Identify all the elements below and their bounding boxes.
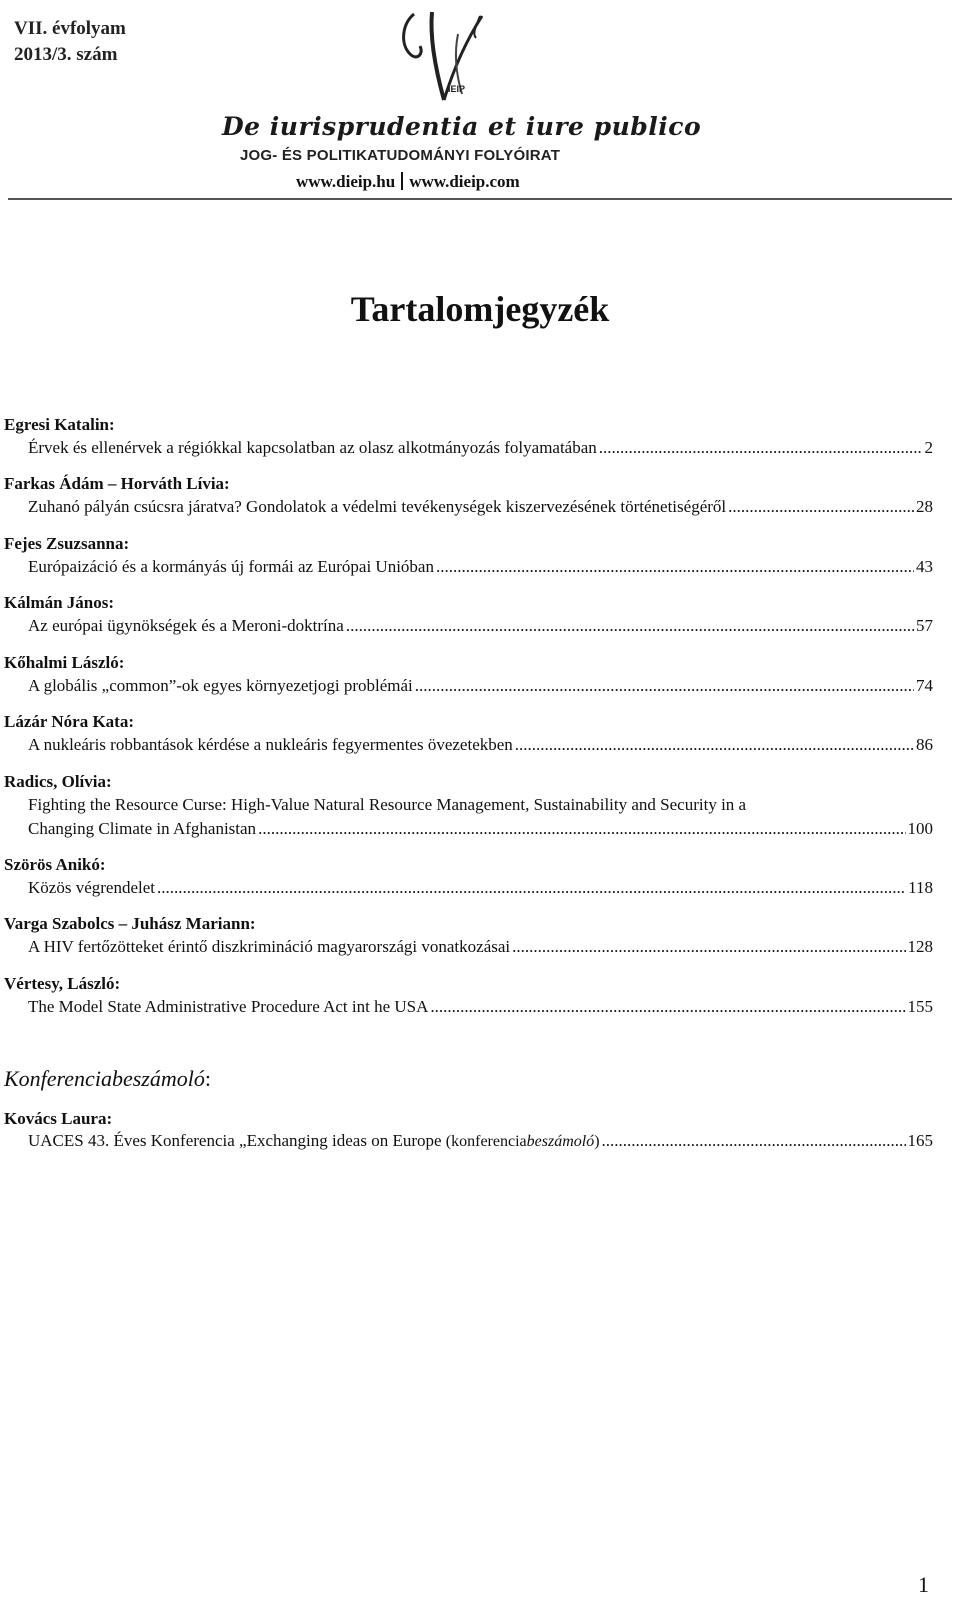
dot-leader bbox=[346, 616, 914, 636]
toc-author: Fejes Zsuzsanna: bbox=[4, 534, 130, 553]
toc-entry-page: 86 bbox=[916, 735, 933, 754]
toc-entry[interactable] bbox=[28, 616, 933, 636]
dot-leader bbox=[258, 819, 905, 839]
toc-entry-page: 118 bbox=[908, 878, 933, 897]
toc-entry-title-paren bbox=[446, 1133, 600, 1150]
toc-entry-page: 2 bbox=[924, 438, 933, 457]
toc-entry-page: 74 bbox=[916, 676, 933, 695]
toc-author: Farkas Ádám – Horváth Lívia: bbox=[4, 474, 230, 493]
toc-author: Radics, Olívia: bbox=[4, 772, 112, 791]
dot-leader bbox=[157, 878, 906, 898]
dot-leader bbox=[512, 937, 905, 957]
toc-title: Tartalomjegyzék bbox=[350, 289, 610, 329]
journal-logo bbox=[392, 4, 507, 110]
dot-leader bbox=[599, 438, 923, 458]
dot-leader bbox=[602, 1131, 906, 1151]
paren-italic: beszámoló bbox=[526, 1133, 595, 1150]
toc-entry[interactable] bbox=[28, 937, 933, 957]
section-heading bbox=[4, 1066, 211, 1092]
issue-info bbox=[14, 16, 126, 68]
paren-close: ) bbox=[594, 1133, 600, 1150]
section-heading-text: Konferenciabeszámoló bbox=[4, 1066, 205, 1091]
toc-entry-title: Érvek és ellenérvek a régiókkal kapcsolatban az olasz alkotmányozás folyamatában bbox=[28, 438, 597, 457]
toc-entry[interactable] bbox=[28, 676, 933, 696]
volume-label: VII. évfolyam bbox=[14, 18, 126, 39]
toc-entry-title-line1[interactable]: Fighting the Resource Curse: High-Value Natural Resource Management, Sustainability and Security in a bbox=[28, 795, 747, 814]
toc-entry-title: Az európai ügynökségek és a Meroni-doktrína bbox=[28, 616, 344, 635]
dot-leader bbox=[430, 997, 905, 1017]
toc-entry-page: 100 bbox=[907, 819, 933, 838]
toc-entry[interactable] bbox=[28, 819, 933, 839]
toc-entry-title: The Model State Administrative Procedure Act int he USA bbox=[28, 997, 429, 1016]
toc-entry[interactable] bbox=[28, 735, 933, 755]
toc-entry-title: Zuhanó pályán csúcsra járatva? Gondolatok a védelmi tevékenységek kiszervezésének történetiségéről bbox=[28, 497, 727, 516]
toc-author: Kovács Laura: bbox=[4, 1109, 113, 1128]
toc-entry-page: 165 bbox=[907, 1131, 933, 1150]
toc-entry-title: Changing Climate in Afghanistan bbox=[28, 819, 257, 838]
toc-entry[interactable] bbox=[28, 557, 933, 577]
url-primary[interactable]: www.dieip.hu bbox=[296, 172, 396, 191]
toc-author: Kőhalmi László: bbox=[4, 653, 125, 672]
toc-entry-title: Közös végrendelet bbox=[28, 878, 155, 897]
toc-entry[interactable] bbox=[28, 438, 933, 458]
page-number: 1 bbox=[918, 1572, 929, 1597]
header-divider bbox=[8, 198, 952, 200]
journal-urls bbox=[296, 172, 520, 192]
toc-author: Egresi Katalin: bbox=[4, 415, 115, 434]
toc-entry-title bbox=[28, 1131, 600, 1151]
toc-entry-page: 128 bbox=[907, 937, 933, 956]
toc-author: Varga Szabolcs – Juhász Mariann: bbox=[4, 914, 256, 933]
dot-leader bbox=[728, 497, 914, 517]
toc-entry-page: 28 bbox=[916, 497, 933, 516]
url-separator bbox=[401, 172, 403, 190]
journal-title: De iurisprudentia et iure publico bbox=[222, 112, 702, 141]
section-heading-colon: : bbox=[204, 1066, 211, 1091]
toc-author: Vértesy, László: bbox=[4, 974, 121, 993]
toc-entry[interactable] bbox=[28, 1131, 933, 1151]
dot-leader bbox=[515, 735, 914, 755]
toc-entry-page: 57 bbox=[916, 616, 933, 635]
toc-author: Kálmán János: bbox=[4, 593, 115, 612]
toc-entry-title: Európaizáció és a kormányás új formái az Európai Unióban bbox=[28, 557, 434, 576]
toc-entry-page: 43 bbox=[916, 557, 933, 576]
url-secondary[interactable]: www.dieip.com bbox=[409, 172, 520, 191]
dot-leader bbox=[436, 557, 914, 577]
journal-subtitle: JOG- ÉS POLITIKATUDOMÁNYI FOLYÓIRAT bbox=[240, 147, 561, 164]
toc-entry-title-main: UACES 43. Éves Konferencia „Exchanging ideas on Europe bbox=[28, 1131, 442, 1150]
toc-author: Lázár Nóra Kata: bbox=[4, 712, 134, 731]
logo-lettering: IEIP bbox=[448, 84, 466, 94]
toc-author: Szörös Anikó: bbox=[4, 855, 106, 874]
dot-leader bbox=[415, 676, 914, 696]
toc-entry-title: A globális „common”-ok egyes környezetjogi problémái bbox=[28, 676, 413, 695]
toc-entry[interactable] bbox=[28, 497, 933, 517]
toc-entry[interactable] bbox=[28, 878, 933, 898]
toc-entry-page: 155 bbox=[907, 997, 933, 1016]
paren-open: (konferencia bbox=[445, 1133, 527, 1150]
toc-entry-title: A nukleáris robbantások kérdése a nukleáris fegyermentes övezetekben bbox=[28, 735, 513, 754]
issue-label: 2013/3. szám bbox=[14, 44, 118, 65]
toc-entry-title: A HIV fertőzötteket érintő diszkrimináció magyarországi vonatkozásai bbox=[28, 937, 511, 956]
toc-entry[interactable] bbox=[28, 997, 933, 1017]
